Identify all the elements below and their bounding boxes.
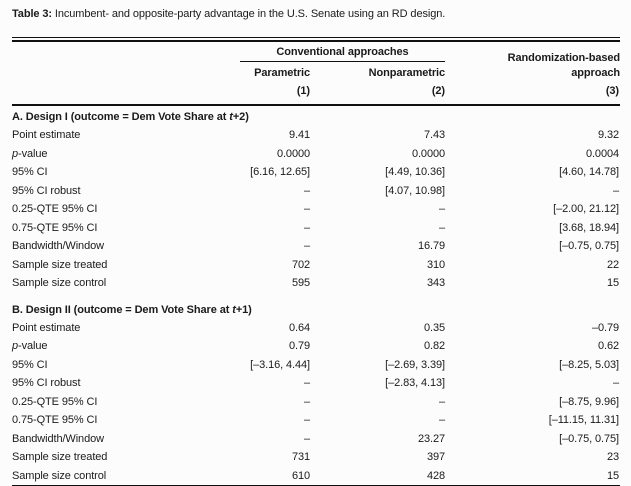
table-row <box>12 448 620 467</box>
table-row <box>12 356 620 375</box>
table-row <box>12 274 620 293</box>
cell-randomization: 0.0004 <box>585 147 619 160</box>
cell-parametric: 0.64 <box>288 321 310 334</box>
cell-nonparametric: [4.07, 10.98] <box>385 184 445 197</box>
cell-parametric: 9.41 <box>288 129 310 141</box>
conventional-approaches-header: Conventional approaches <box>240 45 445 62</box>
cell-nonparametric: 343 <box>426 277 445 289</box>
column-header-parametric: Parametric <box>254 67 310 79</box>
cell-parametric: 731 <box>291 451 310 463</box>
cell-randomization: 23 <box>606 451 619 463</box>
cell-nonparametric: – <box>438 221 445 234</box>
table-caption-number: Table 3: <box>12 8 52 20</box>
cell-parametric: – <box>303 184 310 197</box>
row-label: Point estimate <box>12 321 81 334</box>
panel-b <box>12 293 620 486</box>
table-row <box>12 182 620 201</box>
cell-parametric: – <box>303 377 310 389</box>
cell-parametric: – <box>303 414 310 426</box>
row-label: Sample size control <box>12 277 107 289</box>
cell-parametric: 0.79 <box>288 340 310 352</box>
column-number-3: (3) <box>445 81 620 105</box>
cell-nonparametric: – <box>438 414 445 426</box>
cell-parametric: – <box>303 221 310 234</box>
column-header-nonparametric: Nonparametric <box>368 67 445 79</box>
table-container <box>12 37 620 486</box>
table-row <box>12 163 620 182</box>
cell-randomization: 15 <box>606 469 619 482</box>
cell-parametric: 0.0000 <box>276 147 310 160</box>
table-row <box>12 430 620 449</box>
cell-nonparametric: 428 <box>426 469 445 482</box>
cell-parametric: 702 <box>291 258 310 271</box>
row-label: p-value <box>12 340 48 352</box>
column-number-row <box>12 81 620 105</box>
cell-parametric: [–3.16, 4.44] <box>250 358 310 371</box>
cell-parametric: [6.16, 12.65] <box>250 166 310 178</box>
panel-b-title: B. Design II (outcome = Dem Vote Share at t+1) <box>12 303 252 316</box>
cell-randomization: 15 <box>606 277 619 289</box>
group-header-row <box>12 42 620 62</box>
row-label: Sample size control <box>12 469 107 482</box>
cell-parametric: – <box>303 432 310 445</box>
cell-nonparametric: – <box>438 203 445 215</box>
table-row <box>12 200 620 219</box>
cell-randomization: [–0.75, 0.75] <box>559 432 619 445</box>
randomization-approach-header: Randomization-based approach <box>507 52 620 79</box>
cell-randomization: [3.68, 18.94] <box>559 221 619 234</box>
row-label: Sample size treated <box>12 258 108 271</box>
cell-nonparametric: 0.35 <box>423 321 445 334</box>
table-row <box>12 237 620 256</box>
table-row <box>12 145 620 164</box>
cell-parametric: 595 <box>291 277 310 289</box>
cell-parametric: – <box>303 240 310 252</box>
cell-nonparametric: [–2.83, 4.13] <box>385 377 445 389</box>
table-row <box>12 219 620 238</box>
row-label: 0.75-QTE 95% CI <box>12 414 98 426</box>
panel-a-header <box>12 105 620 126</box>
row-label: 95% CI robust <box>12 184 81 197</box>
cell-parametric: – <box>303 203 310 215</box>
panel-a-title: A. Design I (outcome = Dem Vote Share at t+2) <box>12 111 249 123</box>
row-label: Point estimate <box>12 129 81 141</box>
cell-randomization: 9.32 <box>597 129 619 141</box>
cell-nonparametric: [4.49, 10.36] <box>385 166 445 178</box>
italic-t: t <box>232 303 236 316</box>
cell-randomization: [–8.75, 9.96] <box>559 395 619 408</box>
row-label: p-value <box>12 147 48 160</box>
cell-randomization: [–0.75, 0.75] <box>559 240 619 252</box>
row-label: Bandwidth/Window <box>12 432 104 445</box>
cell-randomization: 0.62 <box>597 340 619 352</box>
cell-randomization: – <box>612 184 619 197</box>
row-label: 95% CI <box>12 358 48 371</box>
row-label: 95% CI robust <box>12 377 81 389</box>
row-label: 95% CI <box>12 166 48 178</box>
panel-b-header <box>12 293 620 319</box>
cell-nonparametric: 23.27 <box>417 432 445 445</box>
table-row <box>12 393 620 412</box>
table-header <box>12 42 620 105</box>
cell-nonparametric: – <box>438 395 445 408</box>
cell-nonparametric: [–2.69, 3.39] <box>385 358 445 371</box>
table-row <box>12 411 620 430</box>
table-row <box>12 319 620 338</box>
row-label: 0.75-QTE 95% CI <box>12 221 98 234</box>
table-row <box>12 337 620 356</box>
cell-nonparametric: 397 <box>426 451 445 463</box>
column-number-2: (2) <box>310 81 445 105</box>
cell-randomization: 22 <box>606 258 619 271</box>
table-row <box>12 374 620 393</box>
cell-nonparametric: 16.79 <box>417 240 445 252</box>
cell-randomization: – <box>612 377 619 389</box>
table-caption <box>12 7 619 21</box>
table-row <box>12 256 620 275</box>
row-label: Bandwidth/Window <box>12 240 104 252</box>
italic-t: t <box>229 111 233 123</box>
cell-nonparametric: 7.43 <box>423 129 445 141</box>
row-label: 0.25-QTE 95% CI <box>12 395 98 408</box>
cell-parametric: 610 <box>291 469 310 482</box>
cell-randomization: [–2.00, 21.12] <box>553 203 619 215</box>
cell-nonparametric: 310 <box>426 258 445 271</box>
cell-randomization: –0.79 <box>591 321 619 334</box>
cell-randomization: [4.60, 14.78] <box>559 166 619 178</box>
row-label: 0.25-QTE 95% CI <box>12 203 98 215</box>
column-number-1: (1) <box>192 81 310 105</box>
cell-randomization: [–8.25, 5.03] <box>559 358 619 371</box>
row-label: Sample size treated <box>12 451 108 463</box>
panel-a <box>12 105 620 293</box>
table-row <box>12 126 620 145</box>
cell-nonparametric: 0.82 <box>423 340 445 352</box>
table-row <box>12 467 620 486</box>
cell-nonparametric: 0.0000 <box>411 147 445 160</box>
table-caption-text: Incumbent- and opposite-party advantage in the U.S. Senate using an RD design. <box>51 8 446 20</box>
cell-randomization: [–11.15, 11.31] <box>548 414 619 426</box>
cell-parametric: – <box>303 395 310 408</box>
results-table <box>12 42 620 485</box>
